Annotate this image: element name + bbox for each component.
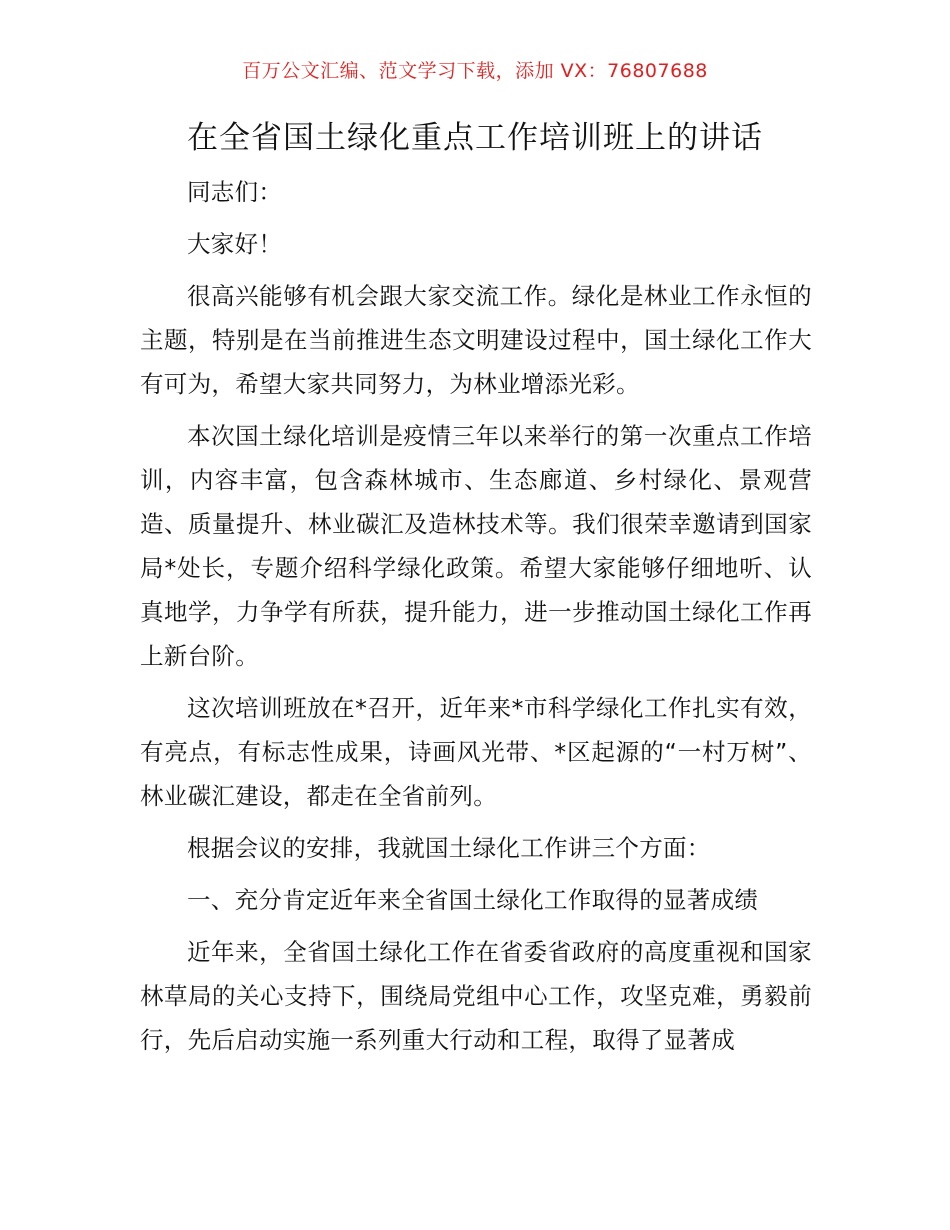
greeting: 大家好！ bbox=[187, 230, 283, 258]
header-promo-note: 百万公文汇编、范文学习下载，添加 VX：76807688 bbox=[242, 60, 708, 82]
salutation: 同志们： bbox=[187, 178, 283, 206]
body-paragraph: 根据会议的安排，我就国土绿化工作讲三个方面： bbox=[187, 834, 711, 862]
body-paragraph: 这次培训班放在*召开，近年来*市科学绿化工作扎实有效，有亮点，有标志性成果，诗画风光带、*区起源的“一村万树”、林业碳汇建设，都走在全省前列。 bbox=[140, 694, 812, 810]
body-paragraph: 很高兴能够有机会跟大家交流工作。绿化是林业工作永恒的主题，特别是在当前推进生态文明建设过程中，国土绿化工作大有可为，希望大家共同努力，为林业增添光彩。 bbox=[140, 282, 812, 398]
section-heading: 一、充分肯定近年来全省国土绿化工作取得的显著成绩 bbox=[187, 886, 759, 914]
document-title: 在全省国土绿化重点工作培训班上的讲话 bbox=[187, 120, 763, 156]
body-paragraph: 近年来，全省国土绿化工作在省委省政府的高度重视和国家林草局的关心支持下，围绕局党组中心工作，攻坚克难，勇毅前行，先后启动实施一系列重大行动和工程，取得了显著成 bbox=[140, 938, 812, 1054]
document-body bbox=[140, 170, 812, 1070]
body-paragraph: 本次国土绿化培训是疫情三年以来举行的第一次重点工作培训，内容丰富，包含森林城市、生态廊道、乡村绿化、景观营造、质量提升、林业碳汇及造林技术等。我们很荣幸邀请到国家局*处长，专题介绍科学绿化政策。希望大家能够仔细地听、认真地学，力争学有所获，提升能力，进一步推动国土绿化工作再上新台阶。 bbox=[140, 422, 812, 670]
